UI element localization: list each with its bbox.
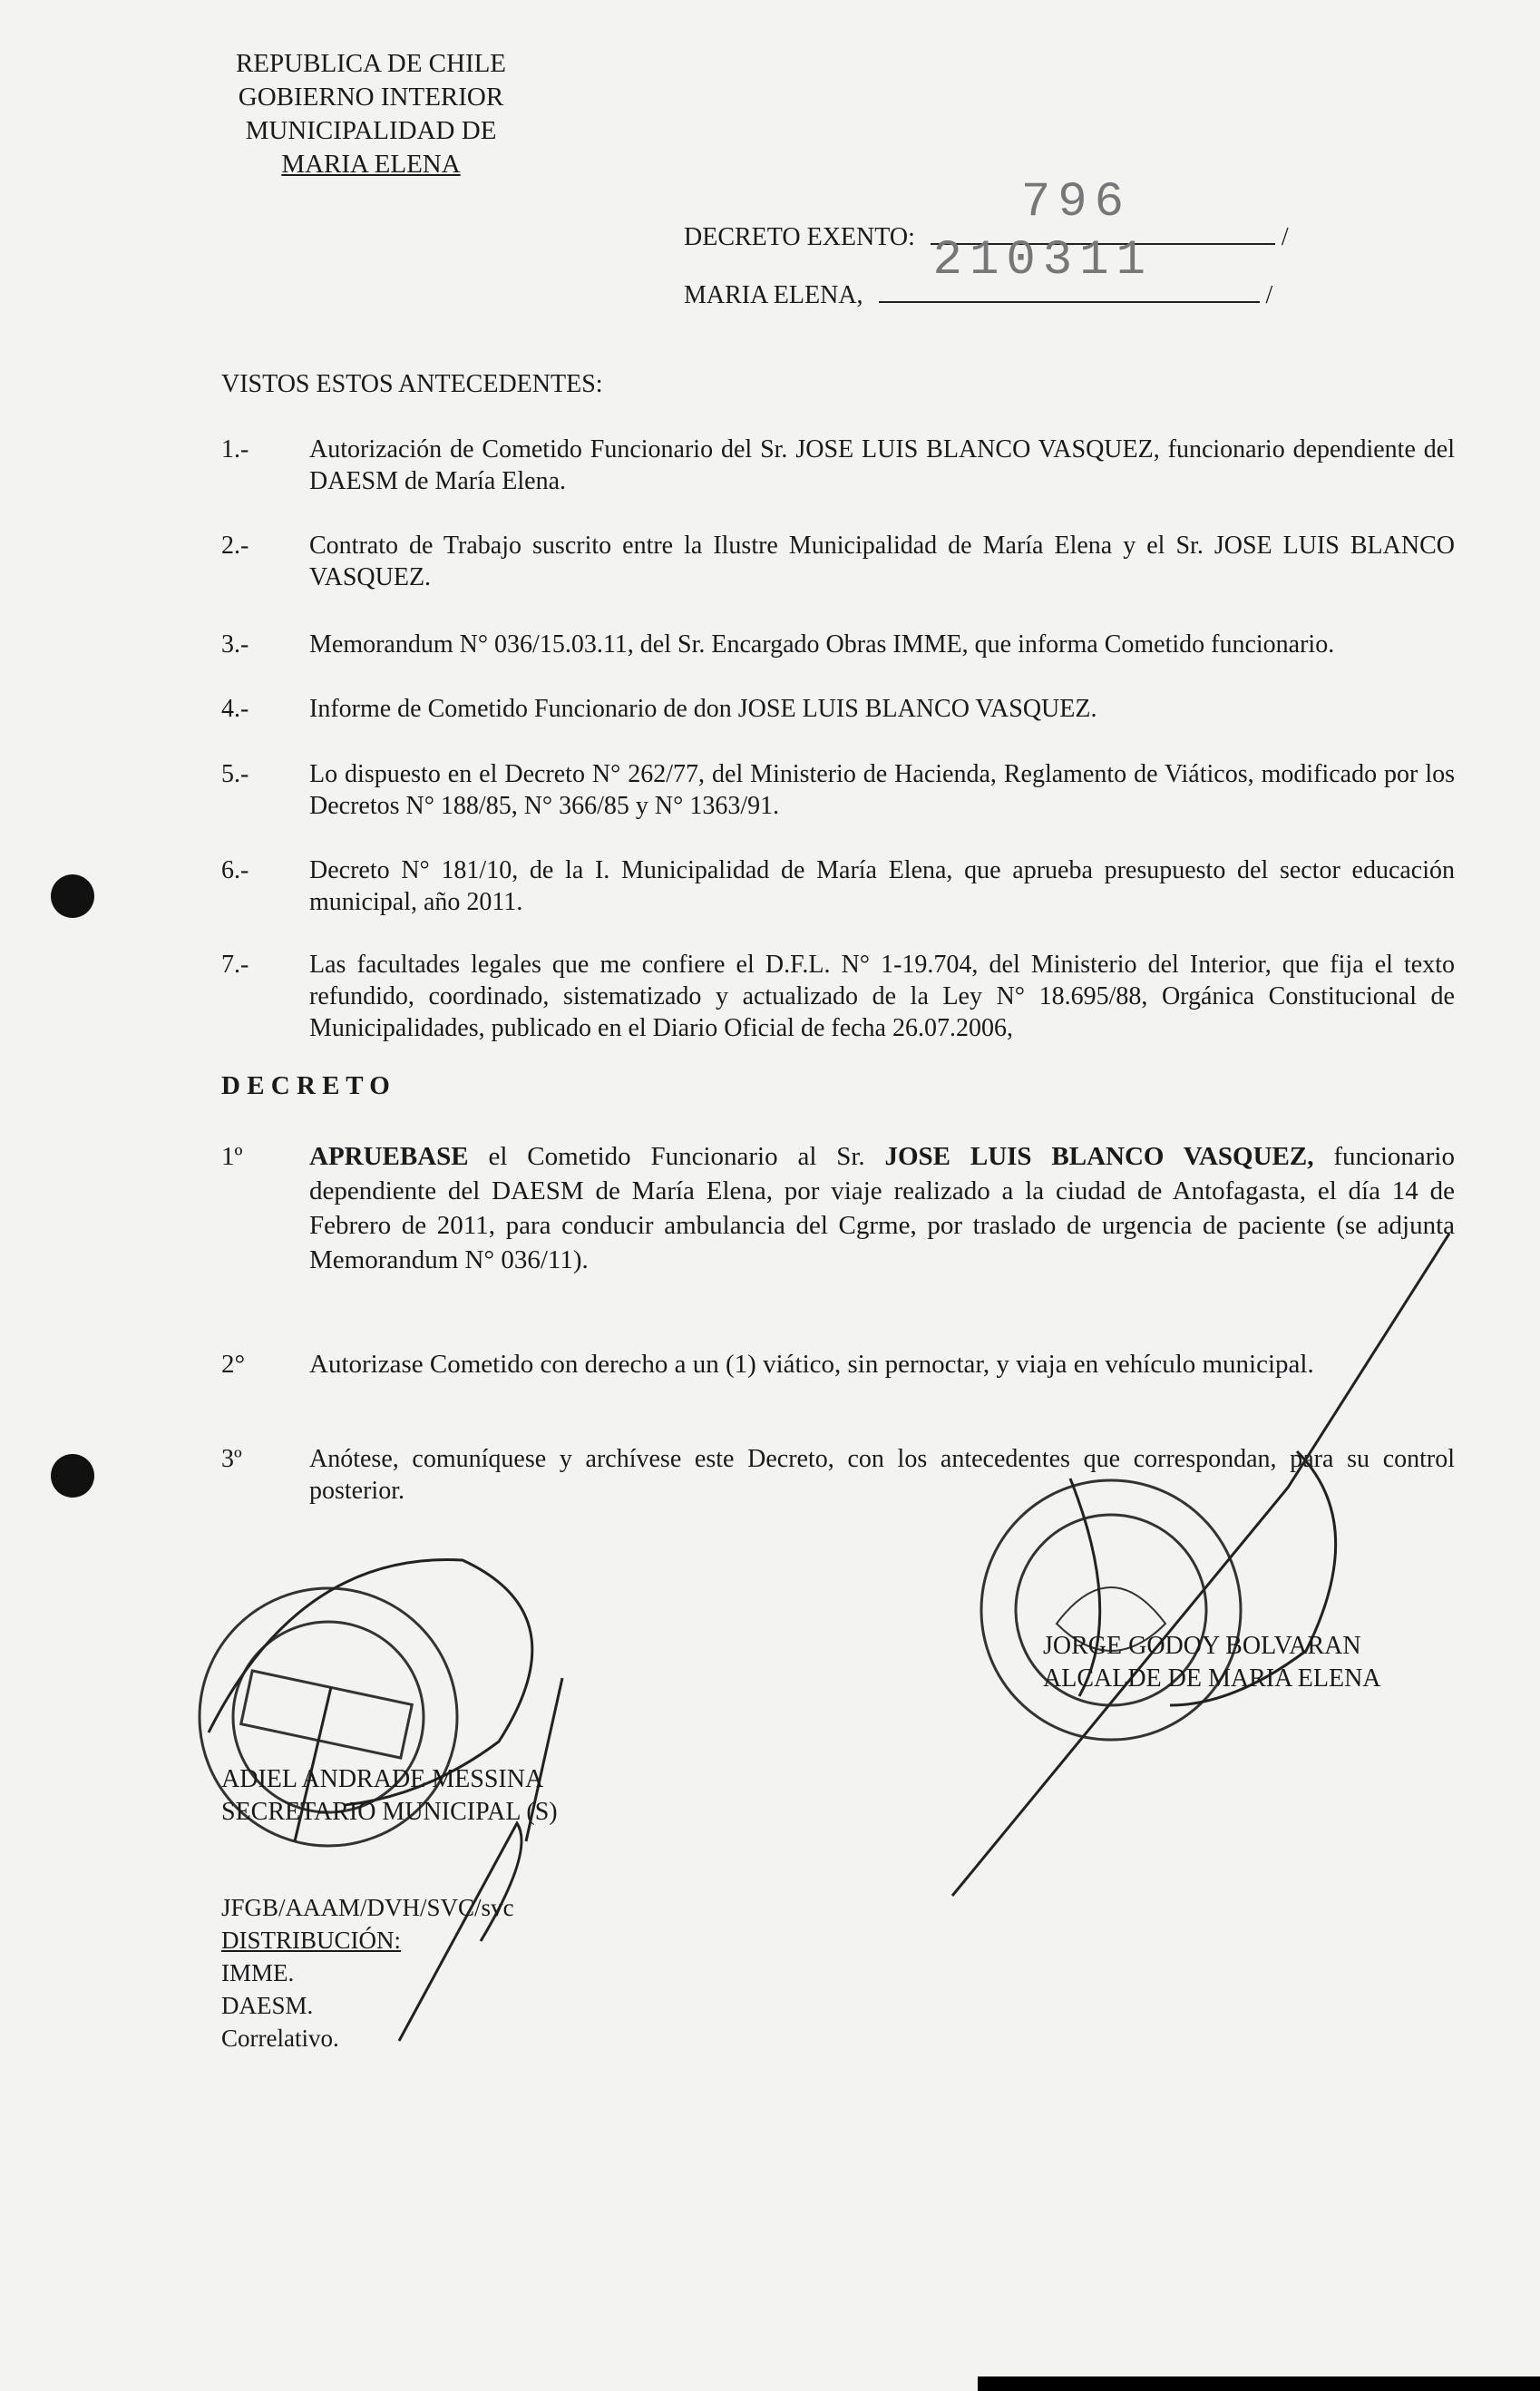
item-text: Anótese, comuníquese y archívese este Decreto, con los antecedentes que correspondan, para su control posterior. bbox=[309, 1445, 1455, 1505]
item-text: Autorizase Cometido con derecho a un (1) viático, sin pernoctar, y viaja en vehículo municipal. bbox=[309, 1350, 1314, 1379]
item-number: 6.- bbox=[221, 856, 249, 884]
item-number: 3.- bbox=[221, 630, 249, 659]
item-number: 4.- bbox=[221, 695, 249, 723]
item-number: 3º bbox=[221, 1445, 242, 1473]
initials: JFGB/AAAM/DVH/SVC/svc bbox=[221, 1894, 514, 1921]
item-text-part: el Cometido Funcionario al Sr. bbox=[468, 1142, 885, 1171]
distribution-item: Correlativo. bbox=[221, 2025, 339, 2052]
item-text: Informe de Cometido Funcionario de don JOSE LUIS BLANCO VASQUEZ. bbox=[309, 695, 1097, 723]
decree-number: 796 bbox=[1020, 175, 1132, 230]
item-text: Lo dispuesto en el Decreto N° 262/77, del Ministerio de Hacienda, Reglamento de Viáticos, modificado por los Decretos N° 188/85, N° 366/85 y N° 1363/91. bbox=[309, 760, 1455, 820]
decree-date: 210311 bbox=[932, 233, 1153, 288]
mayor-signature-block bbox=[1043, 1630, 1381, 1695]
decree-date-field: MARIA ELENA, 210311 / bbox=[684, 233, 1273, 309]
mayor-name: JORGE GODOY BOLVARAN bbox=[1043, 1632, 1361, 1660]
place-label: MARIA ELENA, bbox=[684, 281, 863, 309]
item-bold: APRUEBASE bbox=[309, 1142, 469, 1171]
item-text: Autorización de Cometido Funcionario del Sr. JOSE LUIS BLANCO VASQUEZ, funcionario dependiente del DAESM de María Elena. bbox=[309, 435, 1455, 495]
item-number: 1º bbox=[221, 1142, 243, 1171]
item-bold: JOSE LUIS BLANCO VASQUEZ, bbox=[884, 1142, 1314, 1171]
letterhead-line: REPUBLICA DE CHILE bbox=[235, 49, 507, 78]
item-number: 2° bbox=[221, 1350, 246, 1379]
distribution-label: DISTRIBUCIÓN: bbox=[221, 1927, 402, 1954]
item-number: 7.- bbox=[221, 951, 249, 979]
letterhead-line: MUNICIPALIDAD DE bbox=[245, 116, 497, 145]
decree-label: DECRETO EXENTO: bbox=[684, 223, 915, 251]
secretary-title: SECRETARIO MUNICIPAL (S) bbox=[221, 1798, 558, 1826]
distribution-item: IMME. bbox=[221, 1959, 295, 1986]
letterhead-line: MARIA ELENA bbox=[281, 150, 461, 179]
item-number: 2.- bbox=[221, 532, 249, 560]
item-number: 1.- bbox=[221, 435, 249, 464]
decreto-title: D E C R E T O bbox=[221, 1071, 390, 1100]
item-text: Contrato de Trabajo suscrito entre la Ilustre Municipalidad de María Elena y el Sr. JOSE LUIS BLANCO VASQUEZ. bbox=[309, 532, 1455, 591]
item-text: Decreto N° 181/10, de la I. Municipalidad de María Elena, que aprueba presupuesto del sector educación municipal, año 2011. bbox=[309, 856, 1455, 916]
distribution-item: DAESM. bbox=[221, 1992, 314, 2019]
item-number: 5.- bbox=[221, 760, 249, 788]
mayor-title: ALCALDE DE MARIA ELENA bbox=[1043, 1664, 1381, 1693]
letterhead-line: GOBIERNO INTERIOR bbox=[238, 83, 504, 112]
secretary-name: ADIEL ANDRADE MESSINA bbox=[221, 1765, 544, 1793]
secretary-signature-block bbox=[221, 1763, 558, 1829]
item-text-part: funcionario dependiente del DAESM de María Elena, por viaje realizado a la ciudad de Antofagasta, el día 14 de Febrero de 2011, para conducir ambulancia del Cgrme, por traslado de urgencia de paciente (se adjunta Memorandum N° 036/11). bbox=[309, 1142, 1455, 1274]
scan-edge bbox=[978, 2376, 1540, 2391]
decree-number-field: DECRETO EXENTO: 796 / bbox=[684, 175, 1289, 251]
footer bbox=[221, 1891, 514, 2054]
item-text: Las facultades legales que me confiere el D.F.L. N° 1-19.704, del Ministerio del Interior, que fija el texto refundido, coordinado, sistematizado y actualizado de la Ley N° 18.695/88, Orgánica Constitucional de Municipalidades, publicado en el Diario Oficial de fecha 26.07.2006, bbox=[309, 951, 1455, 1042]
vistos-title: VISTOS ESTOS ANTECEDENTES: bbox=[221, 370, 603, 398]
item-text: Memorandum N° 036/15.03.11, del Sr. Encargado Obras IMME, que informa Cometido funcionario. bbox=[309, 630, 1335, 659]
